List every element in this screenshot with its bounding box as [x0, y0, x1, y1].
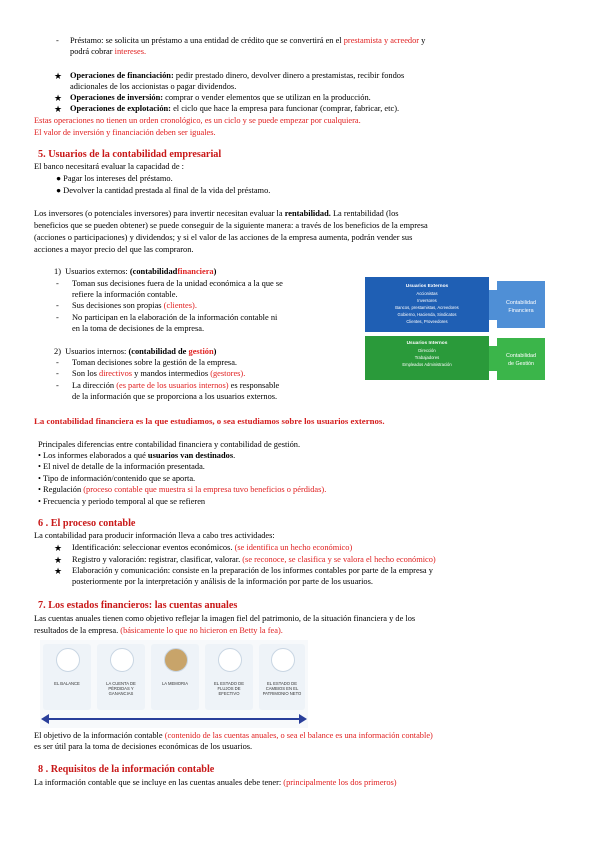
card-flujos-efectivo: EL ESTADO DE FLUJOS DE EFECTIVO — [205, 644, 253, 710]
arrow-gestion-label-1: Contabilidad — [506, 353, 536, 359]
internos-item-3b: de la información que se proporciona a los usuarios externos. — [72, 392, 278, 401]
dash-bullet: - — [56, 369, 59, 378]
proceso-item-1: Identificación: seleccionar eventos económicos. (se identifica un hecho económico) — [72, 543, 353, 552]
cuentas-line-2: resultados de la empresa. (básicamente lo que no hicieron en Betty la fea). — [34, 626, 283, 635]
arrow-gestion — [489, 338, 545, 380]
internos-item-3: La dirección (es parte de los usuarios internos) es responsable — [72, 381, 280, 390]
note-orden: Estas operaciones no tienen un orden cronológico, es un ciclo y se puede empezar por cualquiera. — [34, 116, 361, 125]
internos-item-2: Son los directivos y mandos intermedios (gestores). — [72, 369, 246, 378]
cash-icon — [218, 648, 242, 672]
op-inversion: Operaciones de inversión: comprar o vender elementos que se utilizan en la producción. — [70, 93, 371, 102]
objetivo-line-2: es ser útil para la toma de decisiones económicas de los usuarios. — [34, 742, 253, 751]
objetivo-line-1: El objetivo de la información contable (contenido de las cuentas anuales, o sea el balance es una información contable) — [34, 731, 433, 740]
card-patrimonio-neto: EL ESTADO DE CAMBIOS EN EL PATRIMONIO NETO — [259, 644, 305, 710]
externos-item-3b: en la toma de decisiones de la empresa. — [72, 324, 205, 333]
star-icon: ★ — [54, 93, 63, 103]
double-arrow-icon — [40, 713, 308, 725]
section-7-title: 7. Los estados financieros: las cuentas anuales — [38, 600, 238, 611]
star-icon: ★ — [54, 104, 63, 114]
diferencias-item-1: • Los informes elaborados a qué usuarios van destinados. — [38, 451, 236, 460]
op-financiacion: Operaciones de financiación: pedir prestado dinero, devolver dinero a prestamistas, recibir fondos — [70, 71, 405, 80]
banco-intro: El banco necesitará evaluar la capacidad de : — [34, 162, 184, 171]
chart-icon — [110, 648, 134, 672]
banco-bullet-2: ● Devolver la cantidad prestada al final de la vida del préstamo. — [56, 186, 271, 195]
star-icon: ★ — [54, 71, 63, 81]
cuentas-line-1: Las cuentas anuales tienen como objetivo reflejar la imagen fiel del patrimonio, de la situación financiera y de los — [34, 614, 416, 623]
op-financiacion-line-2: adicionales de los accionistas o pagar dividendos. — [70, 82, 237, 91]
dash-bullet: - — [56, 381, 59, 390]
dash-bullet: - — [56, 36, 59, 45]
externos-line: Inversores — [417, 298, 437, 303]
diferencias-item-4: • Regulación (proceso contable que muestra si la empresa tuvo beneficios o pérdidas). — [38, 485, 327, 494]
externos-item-3: No participan en la elaboración de la información contable ni — [72, 313, 278, 322]
arrow-gestion-label-2: de Gestión — [507, 361, 535, 367]
diferencias-intro: Principales diferencias entre contabilidad financiera y contabilidad de gestión. — [38, 440, 301, 449]
dash-bullet: - — [56, 301, 59, 310]
prestamo-line-2: podrá cobrar intereses. — [70, 47, 147, 56]
diferencias-item-2: • El nivel de detalle de la información presentada. — [38, 462, 205, 471]
proceso-item-3b: posteriormente por la interpretación y análisis de la información por parte de los usuarios. — [72, 577, 373, 586]
dash-bullet: - — [56, 313, 59, 322]
externos-line: Accionistas — [416, 291, 438, 296]
highlight-financiera: La contabilidad financiera es la que estudiamos, o sea estudiamos sobre los usuarios externos. — [34, 416, 385, 426]
proceso-item-3: Elaboración y comunicación: consiste en la preparación de los informes contables por parte de la empresa y — [72, 566, 433, 575]
note-valor: El valor de inversión y financiación deben ser iguales. — [34, 128, 216, 137]
arrow-financiera-label-2: Financiera — [508, 308, 534, 314]
externos-line: Bancos, prestamistas, Acreedores — [395, 305, 459, 310]
inversores-line-3: (acciones o participaciones) y dividendos; y si el valor de las acciones de la empresa aumenta, podrán vender sus — [34, 233, 413, 242]
internos-line: Dirección — [418, 348, 436, 353]
externos-line: Gobierno, Hacienda, Sindicatos — [397, 312, 457, 317]
star-icon: ★ — [54, 543, 63, 553]
externos-item-1: Toman sus decisiones fuera de la unidad económica a la que se — [72, 279, 283, 288]
externos-item-2: Sus decisiones son propias (clientes). — [72, 301, 197, 310]
proceso-intro: La contabilidad para producir información lleva a cabo tres actividades: — [34, 531, 275, 540]
section-6-title: 6 . El proceso contable — [38, 518, 136, 529]
prestamo-line-1: Préstamo: se solicita un préstamo a una entidad de crédito que se convertirá en el prestamista y acreedor y — [70, 36, 426, 45]
section-5-title: 5. Usuarios de la contabilidad empresarial — [38, 149, 222, 160]
externos-line: Clientes, Proveedores — [406, 319, 448, 324]
inversores-line-2: beneficios que se pueden obtener) se puede conseguir de la siguiente manera: a través de los beneficios de la empresa — [34, 221, 428, 230]
section-8-title: 8 . Requisitos de la información contable — [38, 764, 215, 775]
table-icon — [271, 648, 295, 672]
dash-bullet: - — [56, 358, 59, 367]
requisitos-line: La información contable que se incluye en las cuentas anuales debe tener: (principalmente los dos primeros) — [34, 778, 397, 787]
cuentas-anuales-figure — [40, 640, 308, 728]
card-balance: EL BALANCE — [43, 644, 91, 710]
card-memoria: LA MEMORIA — [151, 644, 199, 710]
inversores-line-4: acciones a mayor precio del que las compraron. — [34, 245, 194, 254]
internos-item-1: Toman decisiones sobre la gestión de la empresa. — [72, 358, 238, 367]
proceso-item-2: Registro y valoración: registrar, clasificar, valorar. (se reconoce, se clasifica y se valora el hecho económico) — [72, 555, 436, 564]
document-icon — [164, 648, 188, 672]
internos-line: Empleados Administración — [402, 362, 452, 367]
internos-line: Trabajadores — [414, 355, 440, 360]
usuarios-internos-heading: 2) Usuarios internos: (contabilidad de gestión) — [54, 347, 217, 356]
internos-title: Usuarios Internos — [406, 341, 448, 346]
diferencias-item-3: • Tipo de información/contenido que se aporta. — [38, 474, 196, 483]
star-icon: ★ — [54, 566, 63, 576]
dash-bullet: - — [56, 279, 59, 288]
banco-bullet-1: ● Pagar los intereses del préstamo. — [56, 174, 173, 183]
usuarios-externos-heading: 1) Usuarios externos: (contabilidadfinanciera) — [54, 267, 217, 276]
diferencias-item-5: • Frecuencia y periodo temporal al que se refieren — [38, 497, 206, 506]
star-icon: ★ — [54, 555, 63, 565]
op-explotacion: Operaciones de explotación: el ciclo que hace la empresa para funcionar (comprar, fabricar, etc). — [70, 104, 400, 113]
usuarios-diagram — [364, 276, 550, 384]
balance-icon — [56, 648, 80, 672]
arrow-financiera-label-1: Contabilidad — [506, 300, 536, 306]
card-perdidas-ganancias: LA CUENTA DE PÉRDIDAS Y GANANCIAS — [97, 644, 145, 710]
externos-title: Usuarios Externos — [405, 284, 449, 289]
inversores-line-1: Los inversores (o potenciales inversores) para invertir necesitan evaluar la rentabilidad. La rentabilidad (los — [34, 209, 399, 218]
externos-item-1b: refiere la información contable. — [72, 290, 178, 299]
